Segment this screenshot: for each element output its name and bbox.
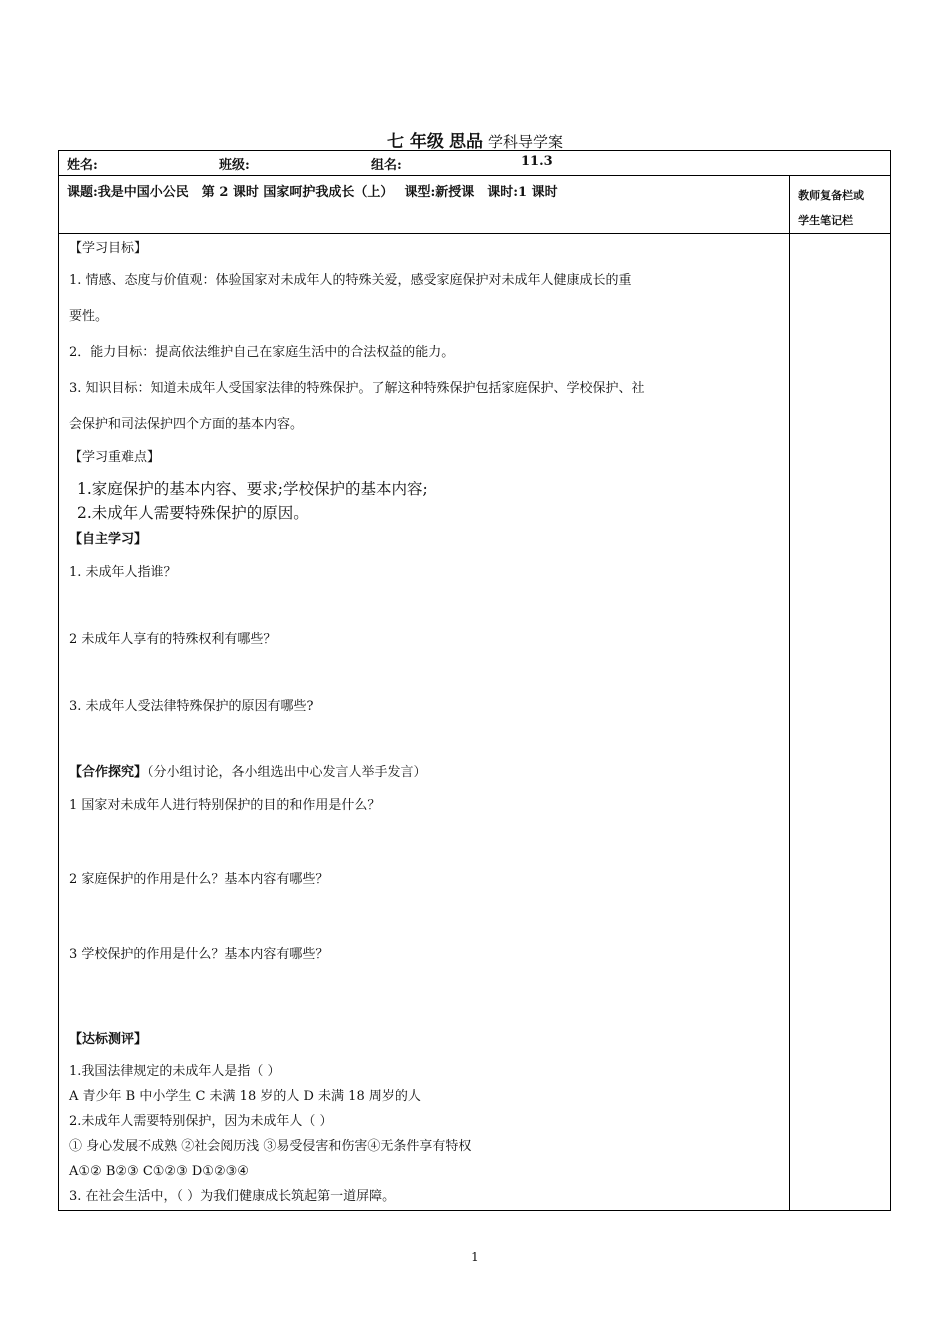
cooperation-note: （分小组讨论，各小组选出中心发言人举手发言） [147,765,427,780]
grade-label: 七 年级 [386,132,444,152]
goal-1-line-1: 1. 情感、态度与价值观：体验国家对未成年人的特殊关爱，感受家庭保护对未成年人健康成长的重 [69,273,632,288]
test-q3: 3. 在社会生活中，（ ）为我们健康成长筑起第一道屏障。 [69,1189,396,1204]
self-study-heading: 【自主学习】 [69,532,148,547]
page-number: 1 [471,1250,479,1264]
topic-row [59,176,891,234]
date-label: 11.3 [521,154,553,169]
info-row [59,151,891,176]
key-points-heading: 【学习重难点】 [69,450,161,465]
key-point-2: 2.未成年人需要特殊保护的原因。 [77,504,309,522]
test-q2-items: ① 身心发展不成熟 ②社会阅历浅 ③易受侵害和伤害④无条件享有特权 [69,1139,472,1154]
self-study-q3: 3. 未成年人受法律特殊保护的原因有哪些? [69,699,314,714]
goal-2: 2．能力目标：提高依法维护自己在家庭生活中的合法权益的能力。 [69,345,455,360]
doc-type-label: 学科导学案 [488,133,564,151]
lesson-topic: 课题:我是中国小公民 第 2 课时 国家呵护我成长（上） 课型:新授课 课时:1 课时 [67,185,558,200]
cooperation-q3: 3 学校保护的作用是什么？基本内容有哪些？ [69,947,329,962]
cooperation-heading: 【合作探究】 [69,765,148,780]
notes-column-label [790,176,890,233]
cooperation-q2: 2 家庭保护的作用是什么？基本内容有哪些？ [69,872,329,887]
content-row [59,234,891,1211]
test-q2-options: A①② B②③ C①②③ D①②③④ [69,1164,249,1179]
class-label: 班级: [219,158,250,173]
cooperation-q1: 1 国家对未成年人进行特别保护的目的和作用是什么？ [69,798,381,813]
test-q2: 2.未成年人需要特别保护，因为未成年人（ ） [69,1114,333,1129]
document-title [0,127,950,152]
test-q1-options: A 青少年 B 中小学生 C 未满 18 岁的人 D 未满 18 周岁的人 [69,1089,421,1104]
subject-label: 思品 [448,132,483,152]
cooperation-heading-line [69,764,427,782]
test-q1: 1.我国法律规定的未成年人是指（ ） [69,1064,281,1079]
group-label: 组名: [371,158,402,173]
notes-label-line-1: 教师复备栏或 [798,189,865,202]
assessment-heading: 【达标测评】 [69,1032,148,1047]
name-label: 姓名: [67,158,98,173]
notes-column [790,234,891,1211]
content-body [59,234,789,1210]
goals-heading: 【学习目标】 [69,241,148,256]
goal-3-line-2: 会保护和司法保护四个方面的基本内容。 [69,417,304,432]
goal-1-line-2: 要性。 [69,309,109,324]
self-study-q1: 1. 未成年人指谁？ [69,565,177,580]
self-study-q2: 2 未成年人享有的特殊权利有哪些？ [69,632,277,647]
worksheet-table [58,150,891,1211]
goal-3-line-1: 3. 知识目标：知道未成年人受国家法律的特殊保护。了解这种特殊保护包括家庭保护、学校保护、社 [69,381,645,396]
notes-label-line-2: 学生笔记栏 [798,214,854,227]
key-point-1: 1.家庭保护的基本内容、要求;学校保护的基本内容; [77,480,428,498]
